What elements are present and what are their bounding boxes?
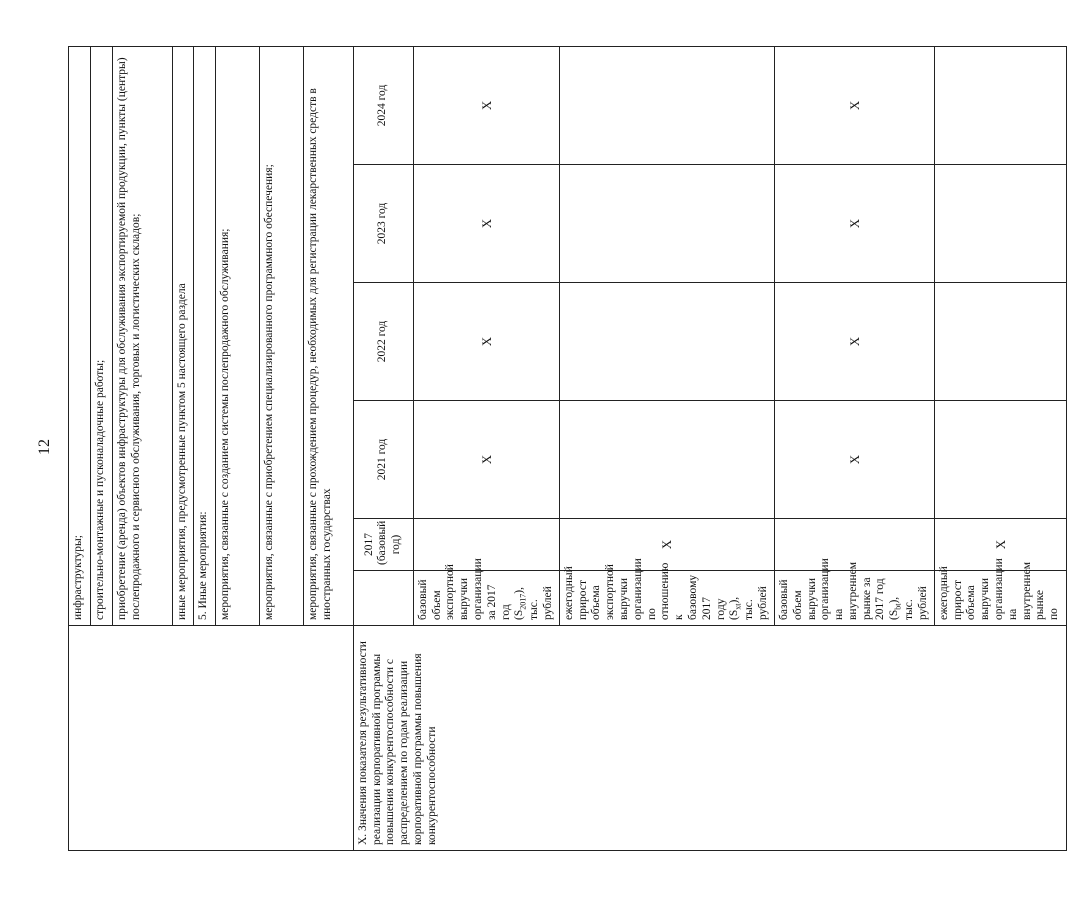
mark-cell (934, 401, 1066, 519)
rotated-table-wrapper (68, 47, 1061, 851)
mark-cell: X (413, 401, 559, 519)
row-text: мероприятия, связанные с приобретением специализированного программного обеспечения; (259, 46, 303, 625)
year-header: 2024 год (353, 46, 413, 164)
mark-cell: X (413, 165, 559, 283)
section-x-label: X. Значения показателя результативности реализации корпоративной программы повышения конкурентоспособности с распределением по годам реализации корпоративной программы повышения конкурентоспособности (353, 626, 1066, 851)
left-blank-cell (69, 626, 354, 851)
row-text: инфраструктуры; (69, 46, 91, 625)
indicator-label: ежегодный прирост объема выручки организации на внутреннем рынке по (934, 571, 1066, 626)
row-text: 5. Иные мероприятия: (193, 46, 215, 625)
mark-cell (934, 165, 1066, 283)
row-text: строительно-монтажные и пусконаладочные работы; (91, 46, 113, 625)
row-text: приобретение (аренда) объектов инфраструктуры для обслуживания экспортируемой продукции, пункты (центры) послепродажного и сервисного обслуживания, торговых и логистических складов; (113, 46, 173, 625)
page-number: 12 (36, 439, 53, 455)
mark-cell (934, 46, 1066, 164)
row-text: мероприятия, связанные с прохождением процедур, необходимых для регистрации лекарственных средств в иностранных государствах (303, 46, 353, 625)
year-header: 2021 год (353, 401, 413, 519)
indicator-label: базовый объем экспортной выручки организации за 2017 год $(S_{2017})$, тыс. рублей (413, 571, 559, 626)
mark-cell (559, 283, 774, 401)
mark-cell: X (774, 283, 934, 401)
program-table (68, 46, 1067, 851)
row-text: мероприятия, связанные с созданием системы послепродажного обслуживания; (215, 46, 259, 625)
table-row (69, 46, 91, 850)
mark-cell: X (559, 519, 774, 571)
indicator-label: базовый объем выручки организации на внутреннем рынке за 2017 год $(S_{bt})$, тыс. рублей (774, 571, 934, 626)
mark-cell (559, 165, 774, 283)
year-header: 2023 год (353, 165, 413, 283)
mark-cell (559, 46, 774, 164)
year-header: 2017 (базовый год) (353, 519, 413, 571)
indicator-label: ежегодный прирост объема экспортной выручки организации по отношению к базовому 2017 году $(S_{xt})$, тыс. рублей (559, 571, 774, 626)
header-row (353, 46, 413, 850)
mark-cell: X (774, 401, 934, 519)
mark-cell (413, 519, 559, 571)
mark-cell (934, 283, 1066, 401)
row-text: иные мероприятия, предусмотренные пунктом 5 настоящего раздела (173, 46, 194, 625)
mark-cell: X (413, 46, 559, 164)
mark-cell: X (774, 46, 934, 164)
mark-cell: X (934, 519, 1066, 571)
mark-cell (559, 401, 774, 519)
mark-cell: X (413, 283, 559, 401)
mark-cell: X (774, 165, 934, 283)
indicator-header-blank (353, 571, 413, 626)
year-header: 2022 год (353, 283, 413, 401)
